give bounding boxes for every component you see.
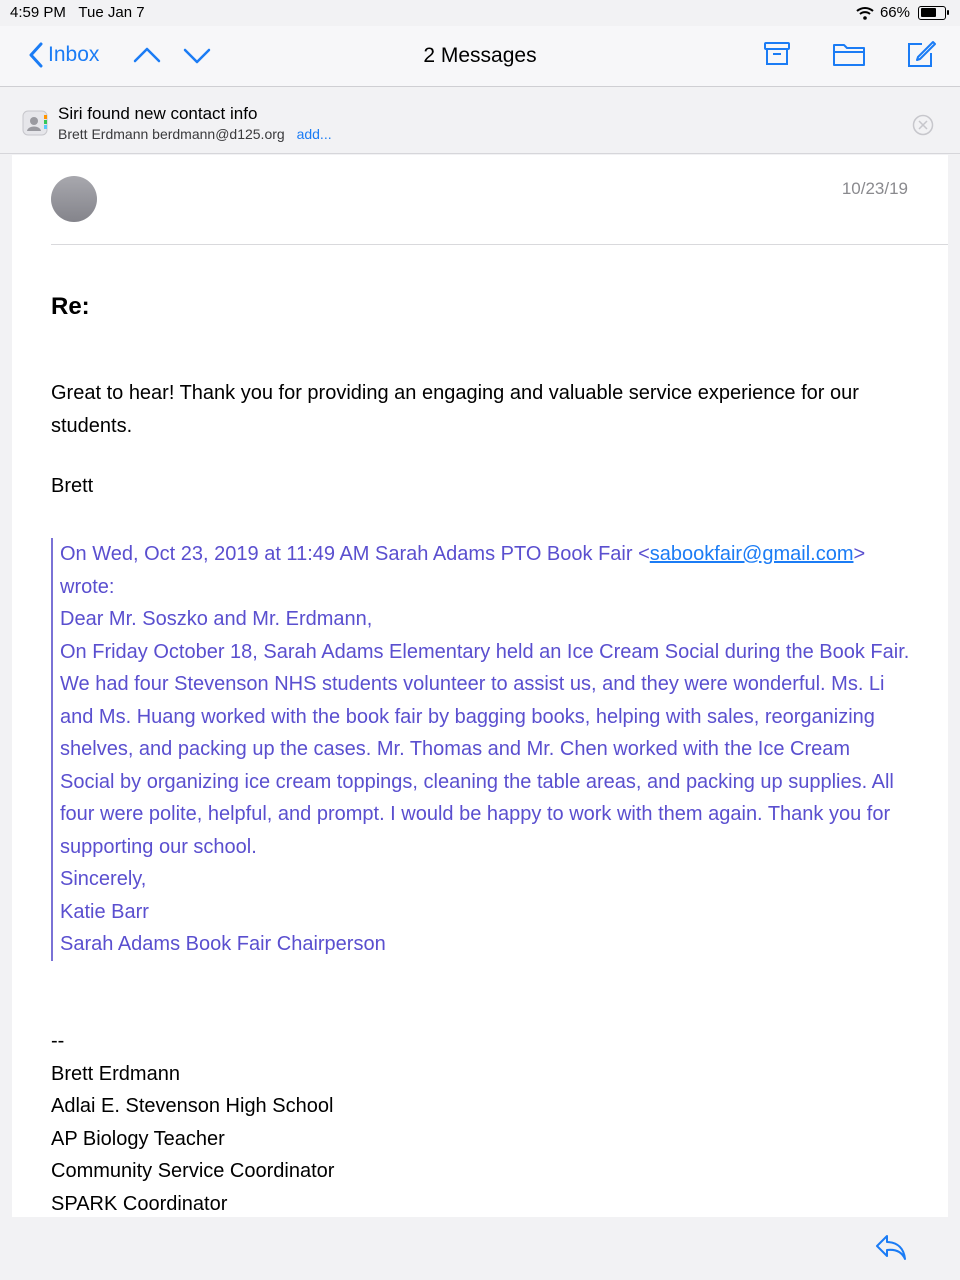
compose-button[interactable]	[906, 40, 936, 73]
quote-paragraph: On Friday October 18, Sarah Adams Elementary held an Ice Cream Social during the Book Fair. We had four Stevenson NHS students volunteer to assist us, and they were wonderful. Ms. Li and Ms. Huang worked with the book fair by bagging books, helping with sales, reorganizing shelves, and packing up the cases. Mr. Thomas and Mr. Chen worked with the Ice Cream Social by organizing ice cream toppings, cleaning the table areas, and packing up supplies. All four were polite, helpful, and prompt. I would be happy to work with them again. Thank you for supporting our school.	[60, 640, 910, 858]
siri-contact-detail	[58, 126, 332, 142]
status-time	[10, 4, 145, 21]
move-to-folder-button[interactable]	[832, 40, 866, 73]
nav-actions	[762, 40, 936, 73]
contacts-icon	[22, 110, 48, 136]
quote-header-post: > wrote:	[60, 543, 866, 598]
message-subject: Re:	[51, 293, 90, 320]
date: Tue Jan 7	[78, 4, 145, 21]
battery-percent: 66%	[879, 4, 910, 21]
signature-line: AP Biology Teacher	[51, 1127, 225, 1150]
add-contact-link[interactable]: add...	[296, 126, 332, 142]
battery-icon	[918, 6, 946, 20]
nav-bar	[0, 26, 960, 87]
quote-closing: Sincerely,	[60, 868, 147, 890]
sender-avatar[interactable]	[51, 176, 97, 222]
message-body	[51, 377, 911, 442]
dismiss-siri-button[interactable]	[912, 114, 934, 141]
quote-email-link[interactable]: sabookfair@gmail.com	[649, 543, 854, 565]
body-paragraph: Great to hear! Thank you for providing an engaging and valuable service experience for our students.	[51, 382, 859, 437]
archive-button[interactable]	[762, 40, 792, 73]
signature-line: SPARK Coordinator	[51, 1192, 228, 1215]
back-label: Inbox	[48, 43, 100, 66]
quote-role: Sarah Adams Book Fair Chairperson	[60, 933, 386, 955]
quote-greeting: Dear Mr. Soszko and Mr. Erdmann,	[60, 608, 373, 630]
message-date: 10/23/19	[841, 179, 908, 198]
quote-header	[60, 538, 910, 603]
signature-line: Adlai E. Stevenson High School	[51, 1095, 334, 1117]
signature-line: --	[51, 1030, 65, 1052]
thread-title: 2 Messages	[423, 44, 537, 67]
message-card	[12, 155, 948, 1217]
reply-button[interactable]	[874, 1232, 908, 1267]
signature-line: Brett Erdmann	[51, 1062, 180, 1085]
clock: 4:59 PM	[10, 4, 66, 21]
bottom-toolbar	[0, 1218, 960, 1280]
folder-icon	[832, 40, 866, 68]
close-circle-icon	[912, 114, 934, 136]
siri-contact: Brett Erdmann berdmann@d125.org	[58, 126, 285, 142]
status-bar	[0, 0, 960, 26]
siri-title: Siri found new contact info	[58, 104, 258, 123]
status-right	[856, 4, 946, 21]
quoted-message	[51, 538, 910, 961]
signature-line: Community Service Coordinator	[51, 1160, 335, 1182]
wifi-icon	[856, 6, 874, 20]
email-signature	[51, 1025, 334, 1217]
compose-icon	[906, 40, 936, 68]
quote-header-pre: On Wed, Oct 23, 2019 at 11:49 AM Sarah Adams PTO Book Fair <	[60, 543, 650, 565]
archive-icon	[762, 40, 792, 68]
header-divider	[51, 244, 948, 245]
reply-icon	[874, 1232, 908, 1262]
quote-name: Katie Barr	[60, 900, 149, 923]
message-signoff: Brett	[51, 475, 94, 497]
